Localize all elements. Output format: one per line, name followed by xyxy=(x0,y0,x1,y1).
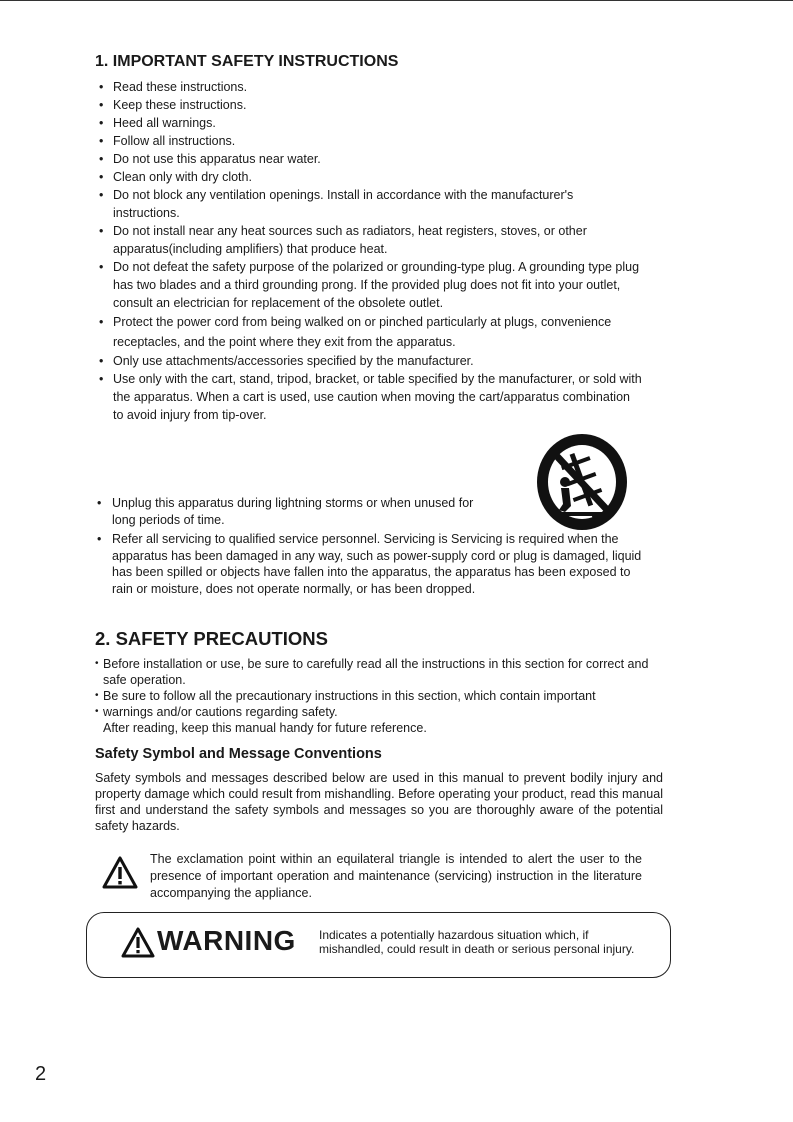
top-rule xyxy=(0,0,793,1)
safety-instructions-list xyxy=(97,78,657,424)
section1-title: 1. IMPORTANT SAFETY INSTRUCTIONS xyxy=(95,53,399,70)
list-item: • Do not install near any heat sources such as radiators, heat registers, stoves, or other apparatus(including amplifiers) that produce heat. xyxy=(97,222,657,258)
page-number: 2 xyxy=(35,1063,47,1085)
list-item: • Follow all instructions. xyxy=(97,132,657,150)
warning-label: WARNING xyxy=(157,925,296,956)
after-reading-note: After reading, keep this manual handy for future reference. xyxy=(103,721,427,735)
safety-instructions-list-continued xyxy=(97,495,652,600)
list-item: • Keep these instructions. xyxy=(97,96,657,114)
list-item: • Only use attachments/accessories specified by the manufacturer. xyxy=(97,352,657,370)
list-item: • warnings and/or cautions regarding safety. xyxy=(95,704,655,720)
list-item: • Be sure to follow all the precautionary instructions in this section, which contain important xyxy=(95,688,655,704)
list-item: • Use only with the cart, stand, tripod, bracket, or table specified by the manufacturer, or sold with the apparatus. When a cart is used, use caution when moving the cart/apparatus combination to avoid injury from tip-over. xyxy=(97,370,643,424)
list-item: • Heed all warnings. xyxy=(97,114,657,132)
warning-triangle-icon xyxy=(121,927,155,958)
exclamation-triangle-icon xyxy=(102,856,138,889)
warning-description: Indicates a potentially hazardous situation which, if mishandled, could result in death or serious personal injury. xyxy=(319,928,635,956)
list-item: • Read these instructions. xyxy=(97,78,657,96)
subsection-title: Safety Symbol and Message Conventions xyxy=(95,746,382,762)
list-item: • Do not use this apparatus near water. xyxy=(97,150,657,168)
list-item: • Do not defeat the safety purpose of the polarized or grounding-type plug. A grounding type plug has two blades and a third grounding prong. If the provided plug does not fit into your outlet, consult an electrician for replacement of the obsolete outlet. xyxy=(97,258,648,312)
list-item: • Do not block any ventilation openings. Install in accordance with the manufacturer's instructions. xyxy=(97,186,613,222)
list-item: • Protect the power cord from being walked on or pinched particularly at plugs, convenience receptacles, and the point where they exit from the apparatus. xyxy=(97,312,657,352)
warning-box xyxy=(86,912,671,978)
list-item: • Before installation or use, be sure to carefully read all the instructions in this section for correct and safe operation. xyxy=(95,656,655,688)
list-item: • Refer all servicing to qualified service personnel. Servicing is Servicing is required when the apparatus has been damaged in any way, such as power-supply cord or plug is damaged, liquid has been spilled or objects have fallen into the apparatus, the apparatus has been exposed to rain or moisture, does not operate normally, or has been dropped. xyxy=(97,531,652,597)
triangle-explanation: The exclamation point within an equilateral triangle is intended to alert the user to the presence of important operation and maintenance (servicing) instruction in the literature accompanying the appliance. xyxy=(150,852,642,900)
conventions-paragraph: Safety symbols and messages described below are used in this manual to prevent bodily injury and property damage which could result from mishandling. Before operating your product, read this manual first and understand the safety symbols and messages so you are thoroughly aware of the potential safety hazards. xyxy=(95,771,663,833)
list-item: • Unplug this apparatus during lightning storms or when unused for long periods of time. xyxy=(97,495,487,528)
list-item: • Clean only with dry cloth. xyxy=(97,168,657,186)
section2-title: 2. SAFETY PRECAUTIONS xyxy=(95,628,329,649)
safety-precautions-list xyxy=(95,656,655,736)
